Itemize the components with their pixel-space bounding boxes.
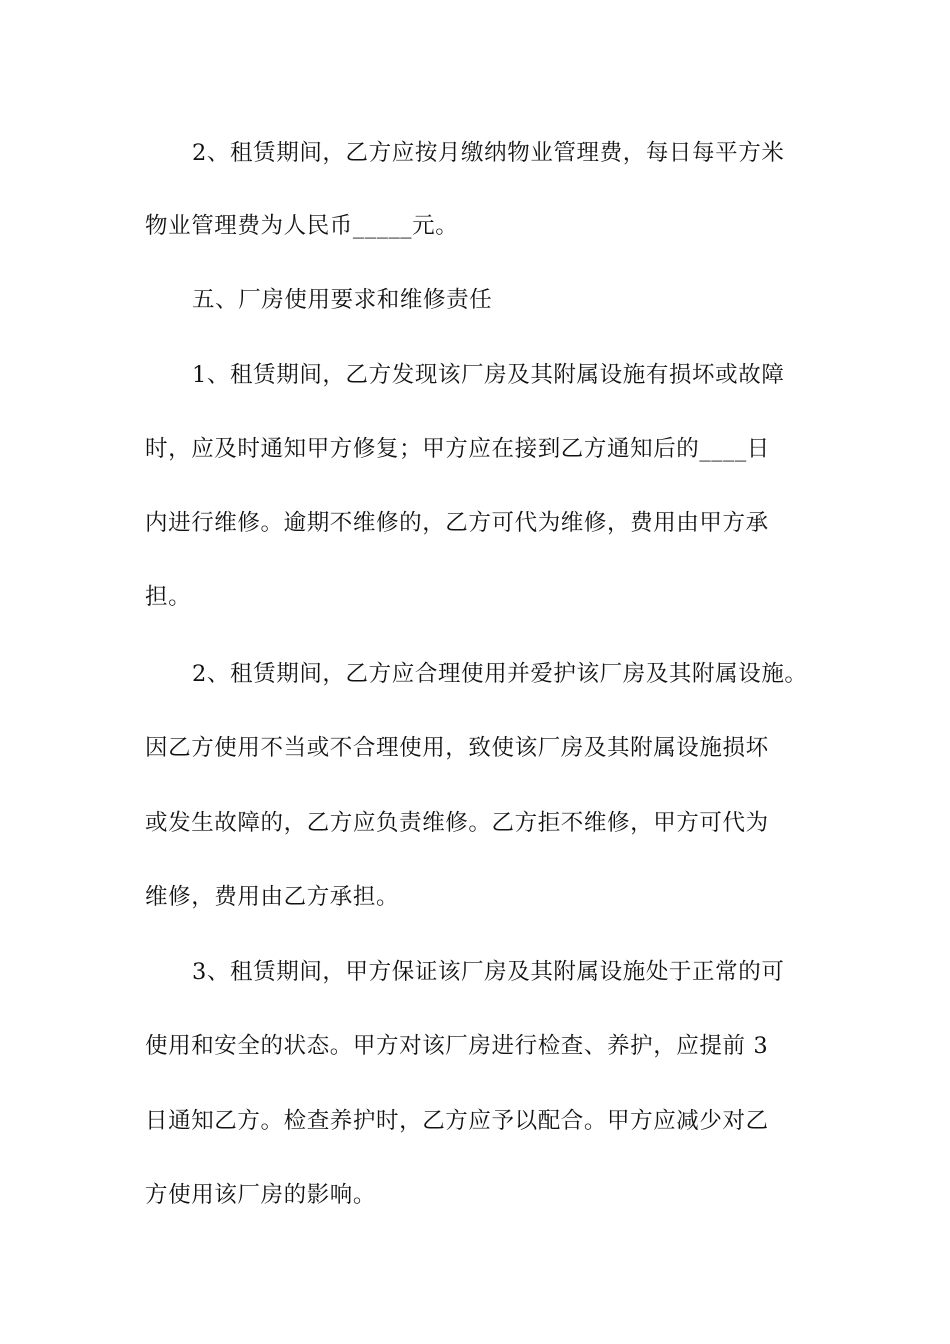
paragraph-line: 2、租赁期间，乙方应按月缴纳物业管理费，每日每平方米 — [192, 140, 785, 166]
paragraph-line: 日通知乙方。检查养护时，乙方应予以配合。甲方应减少对乙 — [145, 1108, 769, 1134]
paragraph-line: 时，应及时通知甲方修复；甲方应在接到乙方通知后的____日 — [145, 436, 770, 462]
paragraph-line: 物业管理费为人民币_____元。 — [145, 213, 459, 239]
paragraph-line: 3、租赁期间，甲方保证该厂房及其附属设施处于正常的可 — [192, 959, 785, 985]
paragraph-line: 因乙方使用不当或不合理使用，致使该厂房及其附属设施损坏 — [145, 735, 769, 761]
paragraph-line: 1、租赁期间，乙方发现该厂房及其附属设施有损坏或故障 — [192, 362, 785, 388]
paragraph-line: 使用和安全的状态。甲方对该厂房进行检查、养护，应提前 3 — [145, 1033, 769, 1059]
paragraph-line: 或发生故障的，乙方应负责维修。乙方拒不维修，甲方可代为 — [145, 810, 769, 836]
paragraph-line: 担。 — [145, 584, 192, 610]
paragraph-line: 方使用该厂房的影响。 — [145, 1182, 377, 1208]
paragraph-line: 2、租赁期间，乙方应合理使用并爱护该厂房及其附属设施。 — [192, 661, 808, 687]
section-heading: 五、厂房使用要求和维修责任 — [192, 287, 493, 313]
paragraph-line: 内进行维修。逾期不维修的，乙方可代为维修，费用由甲方承 — [145, 510, 769, 536]
paragraph-line: 维修，费用由乙方承担。 — [145, 884, 400, 910]
